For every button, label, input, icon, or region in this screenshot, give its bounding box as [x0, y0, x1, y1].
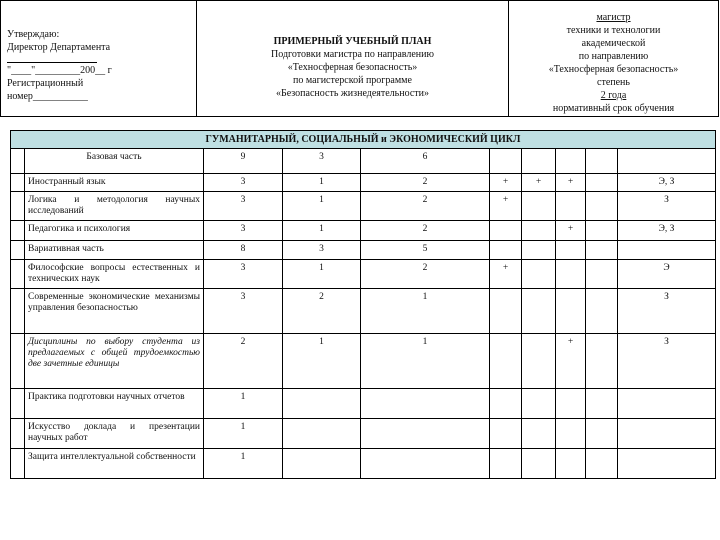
table-row — [11, 192, 716, 221]
degree-line: академической — [581, 38, 646, 49]
discipline-name: Защита интеллектуальной собственности — [25, 449, 204, 479]
registration-number: номер___________ — [7, 91, 88, 102]
row-value: 1 — [204, 389, 283, 419]
discipline-name: Логика и методология научных исследований — [25, 192, 204, 221]
row-marker — [11, 241, 25, 260]
row-value — [490, 221, 522, 241]
row-marker — [11, 419, 25, 449]
row-value — [283, 389, 361, 419]
row-value — [586, 419, 618, 449]
row-value: 1 — [204, 419, 283, 449]
degree-line: техники и технологии — [566, 25, 661, 36]
row-value: Э — [618, 260, 716, 289]
row-value: 2 — [361, 174, 490, 192]
table-row — [11, 289, 716, 334]
title-block — [197, 1, 509, 116]
row-value — [556, 289, 586, 334]
row-value: Э, З — [618, 221, 716, 241]
row-value: 1 — [204, 449, 283, 479]
row-value — [490, 449, 522, 479]
discipline-name: Дисциплины по выбору студента из предлагаемых с общей трудоемкостью две зачетные единицы — [25, 334, 204, 389]
row-value — [556, 389, 586, 419]
cycle-header: ГУМАНИТАРНЫЙ, СОЦИАЛЬНЫЙ и ЭКОНОМИЧЕСКИЙ ЦИКЛ — [11, 131, 716, 149]
row-marker — [11, 149, 25, 174]
approval-block — [1, 1, 197, 116]
row-value: 3 — [204, 192, 283, 221]
row-value — [490, 289, 522, 334]
row-value — [490, 149, 522, 174]
table-row — [11, 449, 716, 479]
title-line: «Безопасность жизнедеятельности» — [275, 88, 429, 99]
row-value — [556, 419, 586, 449]
table-row — [11, 241, 716, 260]
row-value — [556, 192, 586, 221]
row-value: 2 — [361, 221, 490, 241]
row-value — [586, 149, 618, 174]
discipline-name: Практика подготовки научных отчетов — [25, 389, 204, 419]
row-value: 1 — [283, 192, 361, 221]
row-value — [586, 192, 618, 221]
discipline-name: Педагогика и психология — [25, 221, 204, 241]
row-value — [490, 334, 522, 389]
degree-line: по направлению — [578, 51, 649, 62]
title-line: по магистерской программе — [293, 75, 412, 86]
table-row — [11, 149, 716, 174]
degree-block — [509, 1, 718, 116]
row-value — [361, 449, 490, 479]
row-marker — [11, 289, 25, 334]
row-value — [522, 389, 556, 419]
row-value: 1 — [283, 260, 361, 289]
row-value: + — [490, 192, 522, 221]
row-value — [283, 449, 361, 479]
discipline-name: Философские вопросы естественных и технических наук — [25, 260, 204, 289]
row-value — [618, 389, 716, 419]
row-value — [618, 241, 716, 260]
approval-position: Директор Департамента — [7, 42, 111, 53]
title-line: «Техносферная безопасность» — [287, 62, 418, 73]
table-row — [11, 389, 716, 419]
row-value: 6 — [361, 149, 490, 174]
degree-line: степень — [597, 77, 630, 88]
table-row — [11, 260, 716, 289]
row-value: 1 — [283, 174, 361, 192]
row-value: З — [618, 334, 716, 389]
row-value — [361, 419, 490, 449]
discipline-name: Иностранный язык — [25, 174, 204, 192]
row-value — [522, 221, 556, 241]
discipline-name: Базовая часть — [25, 149, 204, 174]
row-value — [586, 334, 618, 389]
signature-line — [7, 54, 97, 63]
row-value: + — [556, 221, 586, 241]
row-value — [556, 260, 586, 289]
row-value: 3 — [283, 149, 361, 174]
row-value — [490, 389, 522, 419]
curriculum-table — [10, 130, 716, 479]
row-value — [556, 149, 586, 174]
row-value: З — [618, 289, 716, 334]
row-value — [522, 260, 556, 289]
row-value — [586, 289, 618, 334]
row-value — [522, 419, 556, 449]
row-value: 3 — [204, 260, 283, 289]
degree-line: магистр — [596, 12, 631, 23]
row-value: 1 — [361, 289, 490, 334]
row-marker — [11, 389, 25, 419]
row-value — [618, 419, 716, 449]
row-value — [490, 241, 522, 260]
row-value — [586, 241, 618, 260]
table-row — [11, 174, 716, 192]
page-title: ПРИМЕРНЫЙ УЧЕБНЫЙ ПЛАН — [273, 36, 432, 47]
row-value — [522, 241, 556, 260]
row-marker — [11, 174, 25, 192]
row-value: З — [618, 192, 716, 221]
table-row — [11, 334, 716, 389]
row-value — [522, 192, 556, 221]
row-value: 1 — [283, 334, 361, 389]
title-line: Подготовки магистра по направлению — [271, 49, 434, 60]
row-value — [522, 334, 556, 389]
row-value: 8 — [204, 241, 283, 260]
row-value: 3 — [204, 174, 283, 192]
row-value: 3 — [204, 289, 283, 334]
row-value — [522, 449, 556, 479]
row-value: 5 — [361, 241, 490, 260]
row-value: 9 — [204, 149, 283, 174]
row-marker — [11, 334, 25, 389]
table-row — [11, 221, 716, 241]
row-value — [522, 289, 556, 334]
plan-header — [0, 0, 719, 117]
row-value: 3 — [283, 241, 361, 260]
row-value — [586, 449, 618, 479]
row-value — [556, 449, 586, 479]
row-value — [586, 389, 618, 419]
approval-label: Утверждаю: — [7, 29, 60, 40]
row-value: Э, З — [618, 174, 716, 192]
row-value: 2 — [204, 334, 283, 389]
row-value — [586, 174, 618, 192]
row-value: 2 — [361, 192, 490, 221]
duration: 2 года — [600, 90, 627, 101]
row-value — [283, 419, 361, 449]
row-marker — [11, 260, 25, 289]
row-marker — [11, 221, 25, 241]
row-value: + — [556, 174, 586, 192]
row-marker — [11, 192, 25, 221]
row-value — [618, 449, 716, 479]
row-value — [586, 260, 618, 289]
row-value: + — [522, 174, 556, 192]
approval-date: "____"_________200__ г — [7, 65, 112, 76]
row-value: + — [490, 174, 522, 192]
registration-label: Регистрационный — [7, 78, 84, 89]
table-row — [11, 419, 716, 449]
row-value: + — [490, 260, 522, 289]
row-value: + — [556, 334, 586, 389]
row-value: 1 — [283, 221, 361, 241]
row-value — [618, 149, 716, 174]
discipline-name: Современные экономические механизмы управления безопасностью — [25, 289, 204, 334]
degree-line: «Техносферная безопасность» — [548, 64, 679, 75]
row-value: 1 — [361, 334, 490, 389]
row-value — [556, 241, 586, 260]
row-value — [361, 389, 490, 419]
row-marker — [11, 449, 25, 479]
discipline-name: Вариативная часть — [25, 241, 204, 260]
row-value: 2 — [283, 289, 361, 334]
degree-line: нормативный срок обучения — [552, 103, 675, 114]
row-value — [522, 149, 556, 174]
row-value: 2 — [361, 260, 490, 289]
row-value: 3 — [204, 221, 283, 241]
row-value — [586, 221, 618, 241]
discipline-name: Искусство доклада и презентации научных работ — [25, 419, 204, 449]
row-value — [490, 419, 522, 449]
